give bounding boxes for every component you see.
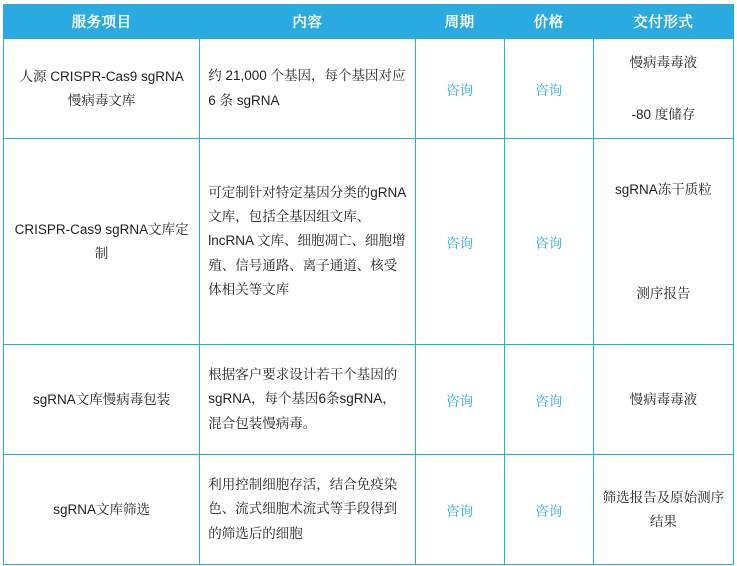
cell-content: 根据客户要求设计若干个基因的sgRNA，每个基因6条sgRNA，混合包装慢病毒。	[200, 345, 415, 455]
column-header-content: 内容	[200, 5, 415, 39]
cell-service-item: sgRNA文库慢病毒包装	[4, 345, 200, 455]
table-row	[4, 139, 734, 345]
column-header-price: 价格	[504, 5, 593, 39]
cell-price: 咨询	[504, 39, 593, 139]
cell-delivery	[593, 39, 733, 139]
delivery-line-2: 测序报告	[636, 285, 691, 301]
table-header	[4, 5, 734, 39]
cell-delivery: 筛选报告及原始测序结果	[593, 455, 733, 565]
column-header-cycle: 周期	[415, 5, 504, 39]
delivery-line-1: sgRNA冻干质粒	[615, 181, 712, 197]
column-header-service-item: 服务项目	[4, 5, 200, 39]
table-row	[4, 345, 734, 455]
service-table	[3, 4, 734, 565]
cell-delivery	[593, 139, 733, 345]
table-row	[4, 39, 734, 139]
cell-service-item: 人源 CRISPR-Cas9 sgRNA 慢病毒文库	[4, 39, 200, 139]
delivery-line-2: -80 度储存	[631, 106, 696, 122]
cell-service-item: sgRNA文库筛选	[4, 455, 200, 565]
delivery-lines	[602, 51, 725, 127]
table-row	[4, 455, 734, 565]
cell-cycle: 咨询	[415, 345, 504, 455]
cell-cycle: 咨询	[415, 455, 504, 565]
cell-content: 可定制针对特定基因分类的gRNA文库，包括全基因组文库、 lncRNA 文库、细胞凋亡、细胞增殖、信号通路、离子通道、核受体相关等文库	[200, 139, 415, 345]
cell-price: 咨询	[504, 139, 593, 345]
table-body	[4, 39, 734, 565]
delivery-line-1: 慢病毒毒液	[629, 54, 698, 70]
cell-price: 咨询	[504, 455, 593, 565]
table-header-row	[4, 5, 734, 39]
cell-service-item: CRISPR-Cas9 sgRNA文库定制	[4, 139, 200, 345]
column-header-delivery: 交付形式	[593, 5, 733, 39]
cell-cycle: 咨询	[415, 39, 504, 139]
cell-cycle: 咨询	[415, 139, 504, 345]
cell-price: 咨询	[504, 345, 593, 455]
cell-delivery: 慢病毒毒液	[593, 345, 733, 455]
cell-content: 约 21,000 个基因，每个基因对应 6 条 sgRNA	[200, 39, 415, 139]
delivery-lines	[602, 178, 725, 306]
cell-content: 利用控制细胞存活，结合免疫染色、流式细胞术流式等手段得到的筛选后的细胞	[200, 455, 415, 565]
